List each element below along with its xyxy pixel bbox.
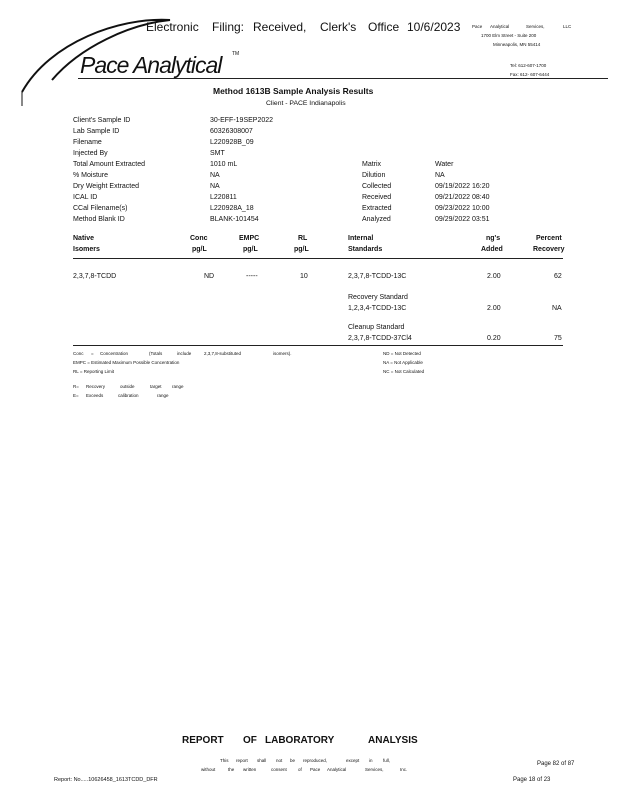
footer-line2-3: written [243, 767, 257, 772]
field-value: 30-EFF-19SEP2022 [210, 117, 274, 124]
footer-line2-9: Inc. [400, 767, 408, 772]
field-label: Matrix [362, 161, 382, 168]
field-label: Lab Sample ID [73, 128, 120, 135]
legend-conc-3: Concentration [100, 351, 129, 356]
field-label: Injected By [73, 150, 108, 157]
filing-word-5: Office [368, 20, 400, 34]
col-standards: Standards [348, 246, 383, 253]
legend-r-1: R= [73, 384, 79, 389]
field-value: NA [210, 183, 220, 190]
logo-text: Pace Analytical [80, 52, 222, 78]
company-name-1: Pace [472, 24, 483, 29]
field-value: BLANK-101454 [210, 216, 259, 223]
legend-e-1: E= [73, 393, 79, 398]
field-value: L220928B_09 [210, 139, 254, 146]
recovery-std-name: 1,2,3,4-TCDD-13C [348, 305, 407, 312]
legend-conc-4: (Totals [149, 351, 163, 356]
recovery-std-added: 2.00 [487, 305, 501, 312]
filing-word-4: Clerk's [320, 20, 357, 34]
field-value: Water [435, 161, 454, 168]
field-value: 09/19/2022 16:20 [435, 183, 490, 190]
table-header-rule [73, 258, 563, 259]
cleanup-std-name: 2,3,7,8-TCDD-37Cl4 [348, 335, 412, 342]
field-label: Total Amount Extracted [73, 161, 145, 168]
header-rule [78, 78, 608, 79]
legend-r-5: range [172, 384, 184, 389]
col-rl: RL [298, 235, 308, 242]
footer-line2-6: Pace [310, 767, 321, 772]
footer-line1-4: not [276, 758, 283, 763]
field-value: 09/29/2022 03:51 [435, 216, 490, 223]
legend-nc: NC = Not Calculated [383, 369, 425, 374]
footer-line2-4: consent [271, 767, 287, 772]
filing-date: 10/6/2023 [407, 20, 461, 34]
field-label: Filename [73, 139, 102, 146]
field-label: Received [362, 194, 392, 201]
col-conc: Conc [190, 235, 208, 242]
legend-conc-7: isomers). [273, 351, 292, 356]
col-added: Added [481, 246, 503, 253]
legend-conc-2: = [91, 351, 94, 356]
footer-report-no: Report: No.....10626458_1613TCDD_DFR [54, 777, 158, 783]
field-value: SMT [210, 150, 225, 157]
field-label: Dry Weight Extracted [73, 183, 140, 190]
field-label: Collected [362, 183, 392, 190]
recovery-std-heading: Recovery Standard [348, 294, 408, 301]
company-tel: Tel: 612-607-1700 [510, 63, 547, 68]
footer-line2-5: of [298, 767, 302, 772]
row-empc: ----- [246, 273, 258, 280]
field-value: NA [210, 172, 220, 179]
row-rl: 10 [300, 273, 308, 280]
row-conc: ND [204, 273, 215, 280]
field-value: L220811 [210, 194, 237, 201]
company-address-2: Minneapolis, MN 55414 [493, 42, 541, 47]
cleanup-std-recovery: 75 [554, 335, 562, 342]
col-rl-unit: pg/L [294, 246, 309, 253]
legend-conc-1: Conc [73, 351, 84, 356]
filing-word-2: Filing: [212, 20, 245, 34]
filing-word-3: Received, [253, 20, 307, 34]
company-name-3: Services, [526, 24, 545, 29]
logo-trademark: TM [232, 51, 240, 57]
filing-word-1: Electronic [146, 20, 199, 34]
footer-page-local: Page 18 of 23 [513, 777, 551, 783]
recovery-std-recovery: NA [552, 305, 562, 312]
cleanup-std-added: 0.20 [487, 335, 501, 342]
row-internal: 2,3,7,8-TCDD-13C [348, 273, 407, 280]
footer-line1-9: full, [383, 758, 391, 763]
field-label: ICAL ID [73, 194, 98, 201]
cleanup-std-heading: Cleanup Standard [348, 324, 405, 331]
field-label: Dilution [362, 172, 386, 179]
col-empc: EMPC [239, 235, 260, 242]
footer-line1-7: except [346, 758, 360, 763]
report-title: Method 1613B Sample Analysis Results [213, 86, 374, 96]
col-recovery: Recovery [533, 246, 565, 253]
footer-line1-3: shall [257, 758, 267, 763]
col-empc-unit: pg/L [243, 246, 258, 253]
legend-empc: EMPC = Estimated Maximum Possible Concentration [73, 360, 180, 365]
field-label: Analyzed [362, 216, 391, 223]
field-value: 1010 mL [210, 161, 238, 168]
field-label: Extracted [362, 205, 392, 212]
footer-line1-6: reproduced, [303, 758, 328, 763]
field-value: 60326308007 [210, 128, 253, 135]
footer-title-1: REPORT [182, 735, 224, 746]
legend-conc-6: 2,3,7,8-substituted [204, 351, 242, 356]
footer-page-total: Page 82 of 87 [537, 761, 575, 767]
footer-line2-8: Services, [365, 767, 384, 772]
company-name-4: LLC [563, 24, 572, 29]
row-added: 2.00 [487, 273, 501, 280]
col-conc-unit: pg/L [192, 246, 207, 253]
footer-line2-7: Analytical [327, 767, 347, 772]
field-value: 09/21/2022 08:40 [435, 194, 490, 201]
field-label: Client's Sample ID [73, 117, 131, 124]
field-label: % Moisture [73, 172, 109, 179]
table-bottom-rule [73, 345, 563, 346]
footer-title-4: ANALYSIS [368, 735, 418, 746]
footer-line1-8: in [369, 758, 373, 763]
legend-e-2: Exceeds [86, 393, 104, 398]
footer-title-2: OF [243, 735, 257, 746]
footer-line2-2: the [228, 767, 235, 772]
legend-r-3: outside [120, 384, 135, 389]
legend-conc-5: include [177, 351, 192, 356]
col-percent: Percent [536, 235, 562, 242]
footer-line2-1: without [201, 767, 216, 772]
field-label: CCal Filename(s) [73, 205, 128, 212]
col-native: Native [73, 235, 95, 242]
legend-nd: ND = Not Detected [383, 351, 421, 356]
col-ng: ng's [486, 235, 501, 242]
legend-e-3: calibration [118, 393, 139, 398]
legend-rl: RL = Reporting Limit [73, 369, 114, 374]
field-value: 09/23/2022 10:00 [435, 205, 490, 212]
col-isomers: Isomers [73, 246, 100, 253]
row-recovery: 62 [554, 273, 562, 280]
company-address-1: 1700 Elm Street - Suite 200 [481, 33, 537, 38]
company-name-2: Analytical [490, 24, 510, 29]
field-value: NA [435, 172, 445, 179]
field-label: Method Blank ID [73, 216, 125, 223]
report-subtitle: Client - PACE Indianapolis [266, 100, 346, 107]
legend-r-4: target [150, 384, 162, 389]
legend-na: NA = Not Applicable [383, 360, 423, 365]
footer-line1-1: This [220, 758, 229, 763]
company-fax: Fax: 612- 607-6444 [510, 72, 550, 77]
footer-title-3: LABORATORY [265, 735, 335, 746]
row-isomer: 2,3,7,8-TCDD [73, 273, 117, 280]
field-value: L220928A_18 [210, 205, 254, 212]
col-internal: Internal [348, 235, 374, 242]
legend-r-2: Recovery [86, 384, 106, 389]
legend-e-4: range [157, 393, 169, 398]
footer-line1-2: report [236, 758, 248, 763]
footer-line1-5: be [290, 758, 296, 763]
